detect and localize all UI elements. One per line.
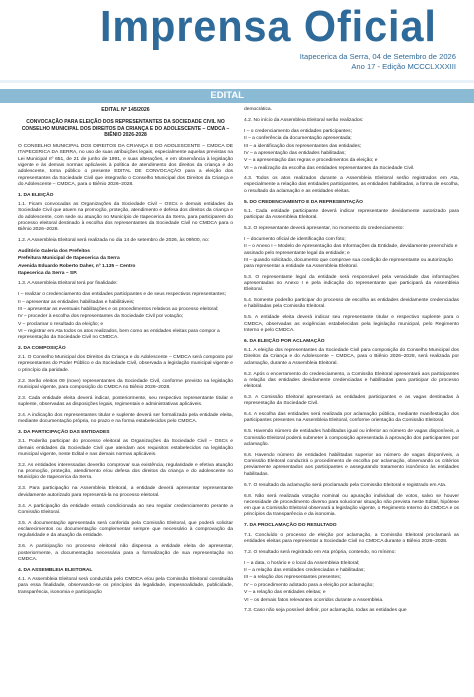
paragraph-6-8: 6.8. Não será realizada votação nominal ou apuração individual de votos, salvo se houver necessidade de procedimento diverso para solucionar situação não prevista neste Edital, hipótese em que a Comissão Eleitoral observará a legislação vigente, o Regimento Interno do CMDCA e os princípios da transparência e da isonomia. xyxy=(244,493,459,518)
list-item: I – o credenciamento das entidades participantes; xyxy=(244,128,352,134)
section-1-title: 1. DA ELEIÇÃO xyxy=(18,192,54,198)
finality-list xyxy=(18,292,233,342)
address-line: Auditório Galeria dos Prefeitos xyxy=(18,249,91,255)
list-item: II – apresentar as entidades habilitadas e habilitáveis; xyxy=(18,299,135,305)
intro-paragraph: O CONSELHO MUNICIPAL DOS DIREITOS DA CRIANÇA E DO ADOLESCENTE – CMDCA DE ITAPECERICA DA SERRA, no uso de suas atribuições legais, especialmente aquelas previstas na Lei Municipal nº 651, de 21 de junho de 1991, e suas alterações, e em observância à legislação vigente e às demais normas aplicáveis à política de atendimento dos direitos da criança e do adolescente, torna público o presente EDITAL DE CONVOCAÇÃO para a eleição dos representantes da Sociedade Civil que integrarão o Conselho Municipal dos Direitos da Criança e do Adolescente – CMDCA, para o Biênio 2026–2028. xyxy=(18,144,233,187)
paragraph-4-3: 4.3. Todos os atos realizados durante a Assembleia Eleitoral serão registrados em Ata, especialmente a relação das entidades participantes, as entidades habilitadas, a forma de escolha, o resultado da aclamação e as entidades eleitas. xyxy=(244,176,459,194)
section-bar xyxy=(0,89,474,103)
paragraph-2-4: 2.4. A indicação dos representantes titular e suplente deverá ser formalizada pela entidade eleita, mediante documentação própria, no prazo e na forma estabelecidos pelo CMDCA. xyxy=(18,412,233,425)
paragraph-2-2: 2.2. Serão eleitos 09 (nove) representantes da Sociedade Civil, conforme previsto na legislação municipal vigente, para composição do CMDCA no Biênio 2026–2028. xyxy=(18,378,233,390)
list-item: VI – registrar em Ata todos os atos realizados, bem como as entidades eleitas para compor a representação da Sociedade Civil no CMDCA. xyxy=(18,329,220,341)
credential-docs-list xyxy=(244,237,459,271)
publication-date: Itapecerica da Serra, 04 de Setembro de 2026 xyxy=(299,52,456,61)
paragraph-6-7: 6.7. O resultado da aclamação será proclamado pela Comissão Eleitoral e registrado em Ata. xyxy=(244,482,447,488)
edital-heading: CONVOCAÇÃO PARA ELEIÇÃO DOS REPRESENTANTES DA SOCIEDADE CIVIL NO CONSELHO MUNICIPAL DOS DIREITOS DA CRIANÇA E DO ADOLESCENTE – CMDCA – BIÊNIO 2026-2028 xyxy=(21,119,230,138)
assembly-start-list xyxy=(244,129,459,172)
minutes-content-list xyxy=(244,561,459,604)
section-2-title: 2. DA COMPOSIÇÃO xyxy=(18,345,66,351)
paragraph-5-3: 5.3. O representante legal da entidade será responsável pela veracidade das informações apresentadas no Anexo I e pela indicação do representante que participará da Assembleia Eleitoral. xyxy=(244,274,459,293)
list-item: IV – o procedimento adotado para a eleição por aclamação; xyxy=(244,582,374,588)
paragraph-3-2: 3.2. As entidades interessadas deverão comprovar sua existência, regularidade e efetiva atuação na promoção, proteção, atendimento e/ou defesa dos direitos da criança e do adolescente no Município de Itapecerica da Serra. xyxy=(18,462,233,481)
list-item: III – a identificação dos representantes das entidades; xyxy=(244,143,362,149)
publication-title: Imprensa Oficial xyxy=(100,2,437,51)
list-item: I – a data, o horário e o local da Assembleia Eleitoral; xyxy=(244,560,360,566)
list-item: IV – a apresentação das entidades habilitadas; xyxy=(244,150,346,156)
section-6-title: 6. DA ELEIÇÃO POR ACLAMAÇÃO xyxy=(244,338,325,344)
list-item: V – a relação das entidades eleitas; e xyxy=(244,590,326,596)
paragraph-1-3: 1.3. A Assembleia Eleitoral terá por finalidade: xyxy=(18,281,118,287)
paragraph-6-6: 6.6. Havendo número de entidades habilitadas superior ao número de vagas disponíveis, a Comissão Eleitoral conduzirá o procedimento de escolha por aclamação, observando os critérios previamente apresentados aos participantes e assegurando tratamento isonômico às entidades habilitadas. xyxy=(244,452,459,477)
paragraph-continuation: democrática. xyxy=(244,107,272,112)
list-item: I – realizar o credenciamento das entidades participantes e de seus respectivos representantes; xyxy=(18,292,226,298)
section-5-title: 5. DO CREDENCIAMENTO E DA REPRESENTAÇÃO xyxy=(244,199,363,205)
paragraph-5-5: 5.5. A entidade eleita deverá indicar seu representante titular e respectivo suplente para o CMDCA, observadas as exigências estabelecidas pela legislação municipal, pelo Regimento Interno e pelo CMDCA. xyxy=(244,315,459,333)
address-line: Prefeitura Municipal de Itapecerica da Serra xyxy=(18,256,120,262)
section-7-title: 7. DA PROCLAMAÇÃO DO RESULTADO xyxy=(244,523,337,529)
paragraph-3-3: 3.3. Para participação na Assembleia Eleitoral, a entidade deverá apresentar representante devidamente autorizado para representá-la no processo eleitoral. xyxy=(18,486,233,498)
paragraph-3-1: 3.1. Poderão participar do processo eleitoral as Organizações da Sociedade Civil – OSCs e demais entidades da Sociedade Civil que atendam aos requisitos estabelecidos na legislação municipal vigente, neste Edital e nas demais normas aplicáveis. xyxy=(18,439,233,457)
list-item: VI – os demais fatos relevantes ocorridos durante a Assembleia. xyxy=(244,597,384,603)
paragraph-1-1: 1.1. Ficam convocadas as Organizações da Sociedade Civil – OSCs e demais entidades da Sociedade Civil que atuem na promoção, proteção, atendimento e defesa dos direitos da criança e do adolescente, com sede ou atuação no Município de Itapecerica da Serra, para participarem do processo eleitoral destinado à escolha dos representantes da Sociedade Civil no CMDCA para o Biênio 2026–2028. xyxy=(18,202,233,233)
paragraph-5-2: 5.2. O representante deverá apresentar, no momento do credenciamento: xyxy=(244,226,404,231)
section-4-title: 4. DA ASSEMBLEIA ELEITORAL xyxy=(18,567,93,573)
edital-number: EDITAL Nº 145/2026 xyxy=(101,107,150,113)
paragraph-5-4: 5.4. Somente poderão participar do processo de escolha as entidades devidamente credenciadas e habilitadas pela Comissão Eleitoral. xyxy=(244,298,459,310)
paragraph-6-4: 6.4. A escolha das entidades será realizada por aclamação pública, mediante manifestação dos participantes presentes na Assembleia Eleitoral, conforme orientação da Comissão Eleitoral. xyxy=(244,412,459,424)
list-item: V – proclamar o resultado da eleição; e xyxy=(18,321,104,327)
list-item: V – a apresentação das regras e procedimentos da eleição; e xyxy=(244,158,378,164)
paragraph-3-4: 3.4. A participação da entidade estará condicionada ao seu regular credenciamento perante a Comissão Eleitoral. xyxy=(18,503,233,515)
paragraph-3-5: 3.5. A documentação apresentada será conferida pela Comissão Eleitoral, que poderá solicitar esclarecimentos ou documentação complementar sempre que necessário à comprovação da regularidade e da atuação da entidade. xyxy=(18,520,233,539)
list-item: III – a relação dos representantes presentes; xyxy=(244,575,342,581)
paragraph-5-1: 5.1. Cada entidade participante deverá indicar representante devidamente autorizado para participar da Assembleia Eleitoral. xyxy=(244,208,459,221)
paragraph-1-2: 1.2. A Assembleia Eleitoral será realizada no dia 14 de setembro de 2026, às 09h00, no: xyxy=(18,238,210,244)
list-item: III – quando solicitado, documento que comprove sua condição de representante ou autorização para representar a entidade na Assembleia Eleitoral. xyxy=(244,257,453,270)
masthead-divider xyxy=(0,80,474,83)
address-line: Avenida Eduardo Roberto Daher, nº 1.135 – Centro xyxy=(18,263,136,269)
list-item: VI – a realização da escolha das entidades representantes da Sociedade Civil. xyxy=(244,165,415,171)
paragraph-4-1: 4.1. A Assembleia Eleitoral será conduzida pelo CMDCA e/ou pela Comissão Eleitoral constituída para essa finalidade, observando-se os princípios da legalidade, impessoalidade, publicidade, transparência, isonomia e participação xyxy=(18,577,233,595)
paragraph-4-2: 4.2. No início da Assembleia Eleitoral serão realizados: xyxy=(244,117,364,123)
paragraph-7-1: 7.1. Concluído o processo de eleição por aclamação, a Comissão Eleitoral proclamará as entidades eleitas para representar a Sociedade Civil no CMDCA durante o Biênio 2026–2028. xyxy=(244,532,459,544)
paragraph-7-3: 7.3. Caso não seja possível definir, por aclamação, todas as entidades que xyxy=(244,607,407,613)
list-item: I – documento oficial de identificação com foto; xyxy=(244,236,346,242)
paragraph-6-2: 6.2. Após o encerramento do credenciamento, a Comissão Eleitoral apresentará aos participantes a relação das entidades devidamente credenciadas e habilitadas para participar do processo eleitoral. xyxy=(244,371,459,390)
list-item: II – a conferência da documentação apresentada; xyxy=(244,136,352,142)
list-item: IV – proceder à escolha dos representantes da Sociedade Civil por votação; xyxy=(18,314,184,320)
list-item: II – o Anexo I – Modelo de Apresentação das Informações da Entidade, devidamente preenchido e assinado pelo representante legal da entidade; e xyxy=(244,244,458,256)
paragraph-6-5: 6.5. Havendo número de entidades habilitadas igual ou inferior ao número de vagas disponíveis, a Comissão Eleitoral poderá submeter à composição apresentada à aprovação dos participantes por aclamação. xyxy=(244,429,459,447)
address-line: Itapecerica da Serra – SP. xyxy=(18,271,78,277)
publication-edition: Ano 17 - Edição MCCCLXXXIII xyxy=(351,62,456,71)
right-column xyxy=(244,107,459,619)
paragraph-3-6: 3.6. A participação no processo eleitoral não dispensa a entidade eleita de apresentar, posteriormente, a documentação necessária para a formalização de sua representação no CMDCA. xyxy=(18,544,233,562)
left-column xyxy=(18,107,233,600)
section-3-title: 3. DA PARTICIPAÇÃO DAS ENTIDADES xyxy=(18,430,110,436)
paragraph-6-3: 6.3. A Comissão Eleitoral apresentará as entidades participantes e as vagas destinadas à representação da Sociedade Civil. xyxy=(244,394,459,407)
masthead xyxy=(0,0,474,88)
paragraph-2-3: 2.3. Cada entidade eleita deverá indicar, posteriormente, seu respectivo representante titular e suplente, observadas as disposições legais, regimentais e administrativas aplicáveis. xyxy=(18,395,233,408)
list-item: II – a relação das entidades credenciadas e habilitadas; xyxy=(244,568,365,574)
list-item: III – apresentar as eventuais habilitações e os procedimentos relativos ao processo eleitoral; xyxy=(18,306,219,312)
section-bar-label: EDITAL xyxy=(210,90,244,101)
paragraph-2-1: 2.1. O Conselho Municipal dos Direitos da Criança e do Adolescente – CMDCA será composto por representantes do Poder Público e da Sociedade Civil, observada a legislação municipal vigente e o princípio da paridade. xyxy=(18,355,233,373)
paragraph-7-2: 7.2. O resultado será registrado em Ata própria, contendo, no mínimo: xyxy=(244,549,396,555)
paragraph-6-1: 6.1. A eleição dos representantes da Sociedade Civil para composição do Conselho Municipal dos Direitos da Criança e do Adolescente – CMDCA, para o Biênio 2026–2028, será realizada por aclamação, durante a Assembleia Eleitoral. xyxy=(244,348,459,366)
publication-meta xyxy=(300,52,456,72)
